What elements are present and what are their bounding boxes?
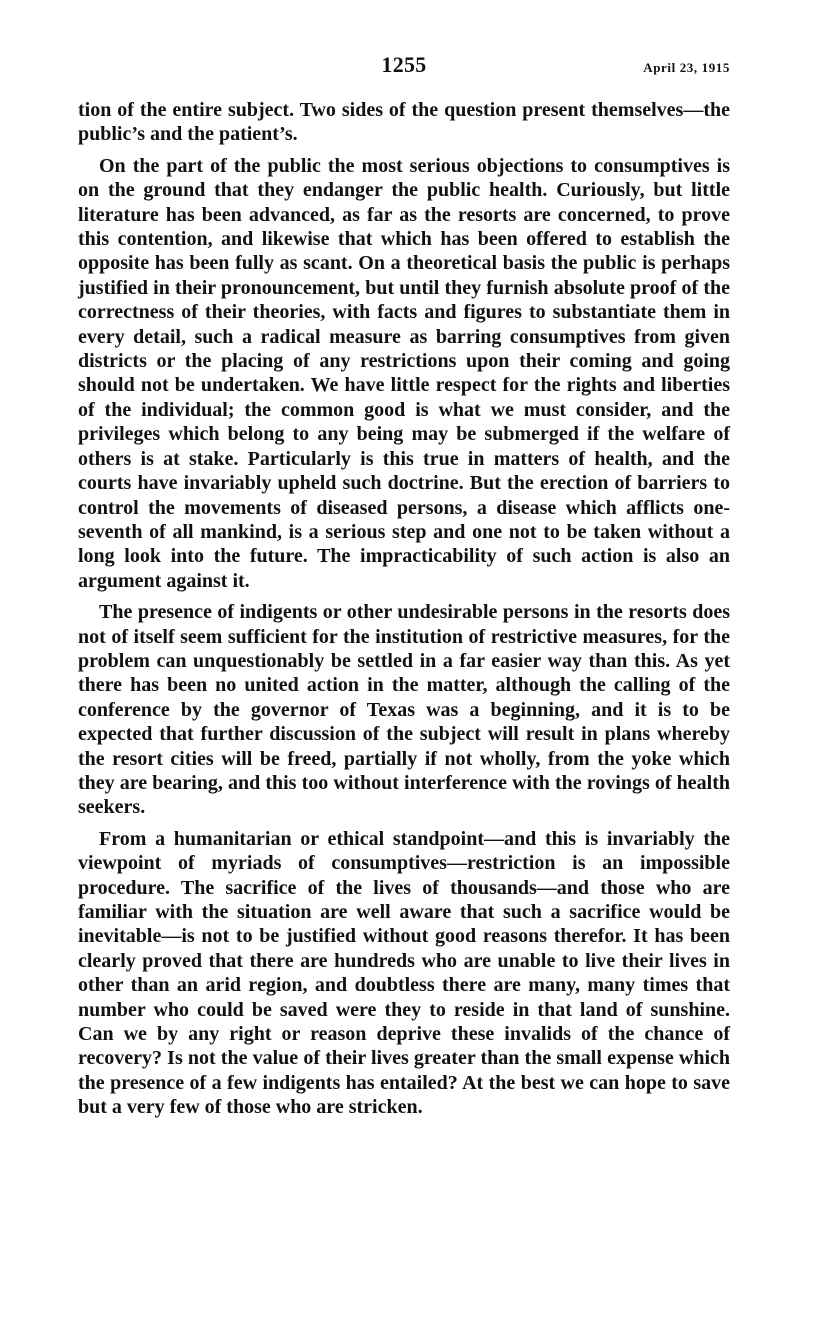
paragraph-humanitarian: From a humanitarian or ethical standpoint—and this is invariably the viewpoint of myriads of consumptives—restriction is an impossible procedure. The sacrifice of the lives of thousands—and those who are familiar with the situation are well aware that such a sacrifice would be inevitable—is not to be justified without good reasons therefor. It has been clearly proved that there are hundreds who are unable to live their lives in other than an arid region, and doubtless there are many, many times that number who could be saved were they to reside in that land of sunshine. Can we by any right or reason deprive these invalids of the chance of recovery? Is not the value of their lives greater than the small expense which the presence of a few indigents has entailed? At the best we can hope to save but a very few of those who are stricken. <box>78 827 730 1119</box>
page-date: April 23, 1915 <box>643 60 730 75</box>
paragraph-continuation: tion of the entire subject. Two sides of the question present themselves—the public’s and the patient’s. <box>78 99 730 146</box>
page-number: 1255 <box>381 52 427 77</box>
paragraph-public-objections: On the part of the public the most serious objections to consumptives is on the ground that they endanger the public health. Curiously, but little literature has been advanced, as far as the resorts are concerned, to prove this contention, and likewise that which has been offered to establish the opposite has been fully as scant. On a theoretical basis the public is perhaps justified in their pronouncement, but until they furnish absolute proof of the correctness of their theories, with facts and figures to substantiate them in every detail, such a radical measure as barring consumptives from given districts or the placing of any restrictions upon their coming and going should not be undertaken. We have little respect for the rights and liberties of the individual; the common good is what we must consider, and the privileges which belong to any being may be submerged if the welfare of others is at stake. Particularly is this true in matters of health, and the courts have invariably upheld such doctrine. But the erection of barriers to control the movements of diseased persons, a disease which afflicts one-seventh of all mankind, is a serious step and one not to be taken without a long look into the future. The impracticability of such action is also an argument against it. <box>78 154 730 592</box>
page-header <box>78 52 730 80</box>
article-body <box>78 98 730 1127</box>
paragraph-indigents: The presence of indigents or other undesirable persons in the resorts does not of itself seem sufficient for the institution of restrictive measures, for the problem can unquestionably be settled in a far easier way than this. As yet there has been no united action in the matter, although the calling of the conference by the governor of Texas was a beginning, and it is to be expected that further discussion of the subject will result in plans whereby the resort cities will be freed, partially if not wholly, from the yoke which they are bearing, and this too without interference with the rovings of health seekers. <box>78 601 730 819</box>
